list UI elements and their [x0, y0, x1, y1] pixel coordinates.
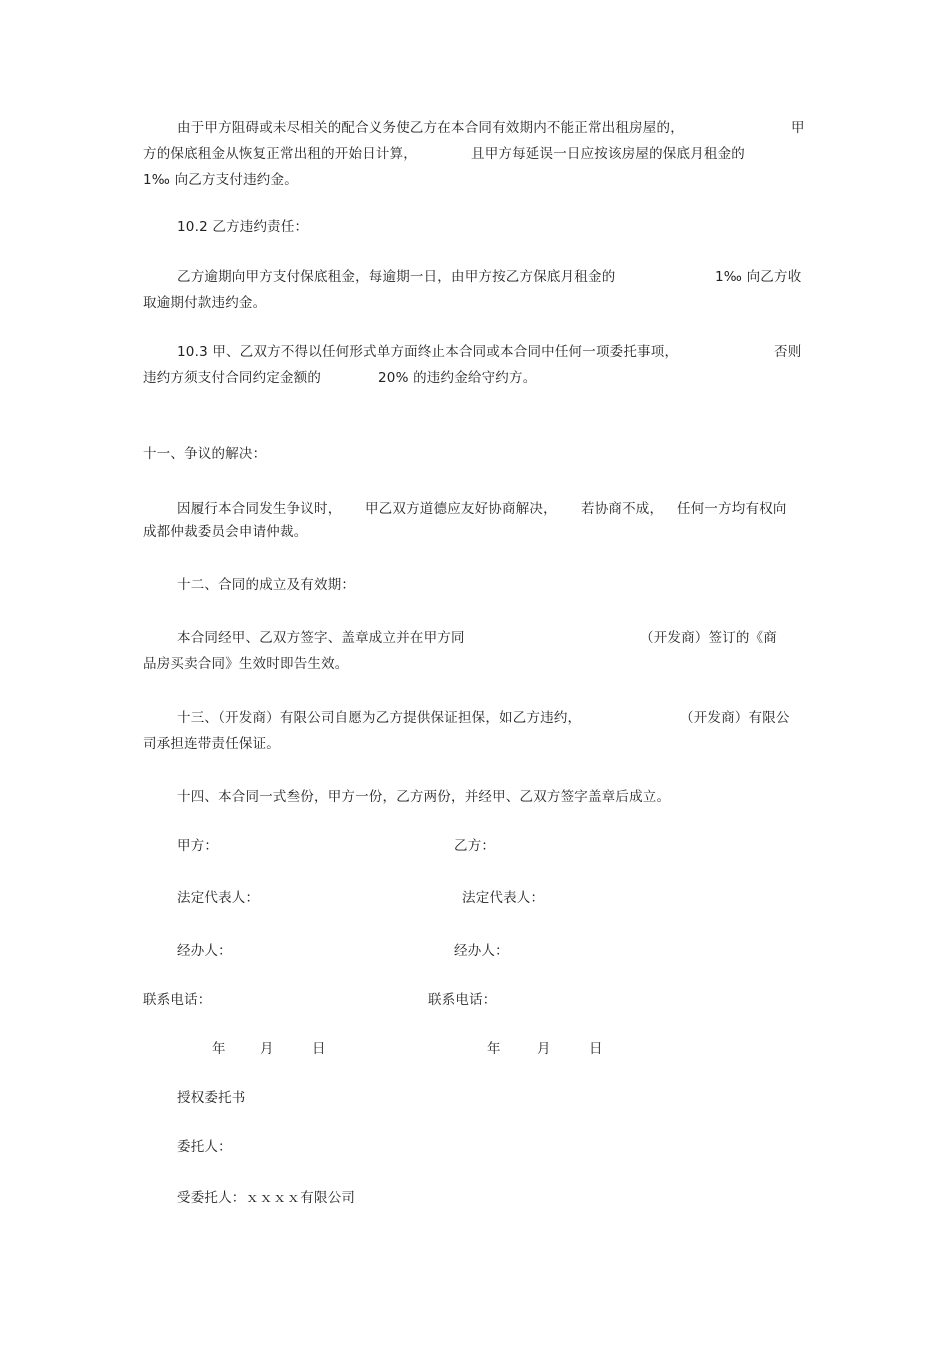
- phone-b-label: 联系电话：: [428, 992, 497, 1008]
- agent-a-label: 经办人：: [177, 943, 232, 959]
- para1-line2: 方的保底租金从恢复正常出租的开始日计算，: [143, 146, 417, 162]
- para3-line2-end: 20% 的违约金给守约方。: [378, 370, 537, 386]
- date-a-day: 日: [312, 1041, 326, 1057]
- date-b-month: 月: [537, 1041, 551, 1057]
- para3-line1-end: 否则: [774, 344, 802, 360]
- para5-line1-end: （开发商）签订的《商: [640, 630, 777, 646]
- phone-a-label: 联系电话：: [143, 992, 212, 1008]
- para3-line1: 10.3 甲、乙双方不得以任何形式单方面终止本合同或本合同中任何一项委托事项，: [177, 344, 679, 360]
- para1-line3: 1‰ 向乙方支付违约金。: [143, 172, 298, 188]
- agent-b-label: 经办人：: [454, 943, 509, 959]
- para4-line1-a: 因履行本合同发生争议时，: [177, 501, 342, 517]
- para5-line2: 品房买卖合同》生效时即告生效。: [143, 656, 349, 672]
- para4-line1-b: 甲乙双方道德应友好协商解决，: [365, 501, 557, 517]
- para4-line2: 成都仲裁委员会申请仲裁。: [143, 524, 308, 540]
- para4-line1-c: 若协商不成，: [581, 501, 664, 517]
- para6-line2: 司承担连带责任保证。: [143, 736, 280, 752]
- party-a-label: 甲方：: [177, 838, 219, 854]
- heading-10-2: 10.2 乙方违约责任：: [177, 219, 309, 235]
- para2-line1-end: 1‰ 向乙方收: [715, 269, 802, 285]
- para6-line1: 十三、（开发商）有限公司自愿为乙方提供保证担保，如乙方违约，: [177, 710, 582, 726]
- date-a-month: 月: [260, 1041, 274, 1057]
- para1-line1-end: 甲: [791, 120, 805, 136]
- heading-section-12: 十二、合同的成立及有效期：: [177, 577, 356, 593]
- party-b-label: 乙方：: [454, 838, 496, 854]
- para6-line1-end: （开发商）有限公: [680, 710, 790, 726]
- date-b-year: 年: [487, 1041, 501, 1057]
- date-b-day: 日: [589, 1041, 603, 1057]
- legal-rep-a-label: 法定代表人：: [177, 890, 260, 906]
- para5-line1: 本合同经甲、乙双方签字、盖章成立并在甲方同: [177, 630, 465, 646]
- para3-line2: 违约方须支付合同约定金额的: [143, 370, 322, 386]
- legal-rep-b-label: 法定代表人：: [462, 890, 545, 906]
- heading-section-11: 十一、争议的解决：: [143, 446, 267, 462]
- para2-line1: 乙方逾期向甲方支付保底租金，每逾期一日，由甲方按乙方保底月租金的: [177, 269, 616, 285]
- poa-principal-label: 委托人：: [177, 1139, 232, 1155]
- para7: 十四、本合同一式叁份，甲方一份，乙方两份，并经甲、乙双方签字盖章后成立。: [177, 789, 671, 805]
- poa-agent-label: 受委托人：ｘｘｘｘ有限公司: [177, 1190, 356, 1206]
- para1-line2-end: 且甲方每延误一日应按该房屋的保底月租金的: [471, 146, 745, 162]
- para4-line1-d: 任何一方均有权向: [677, 501, 787, 517]
- poa-title: 授权委托书: [177, 1090, 246, 1106]
- para1-line1: 由于甲方阻碍或未尽相关的配合义务使乙方在本合同有效期内不能正常出租房屋的，: [177, 120, 684, 136]
- para2-line2: 取逾期付款违约金。: [143, 295, 267, 311]
- date-a-year: 年: [212, 1041, 226, 1057]
